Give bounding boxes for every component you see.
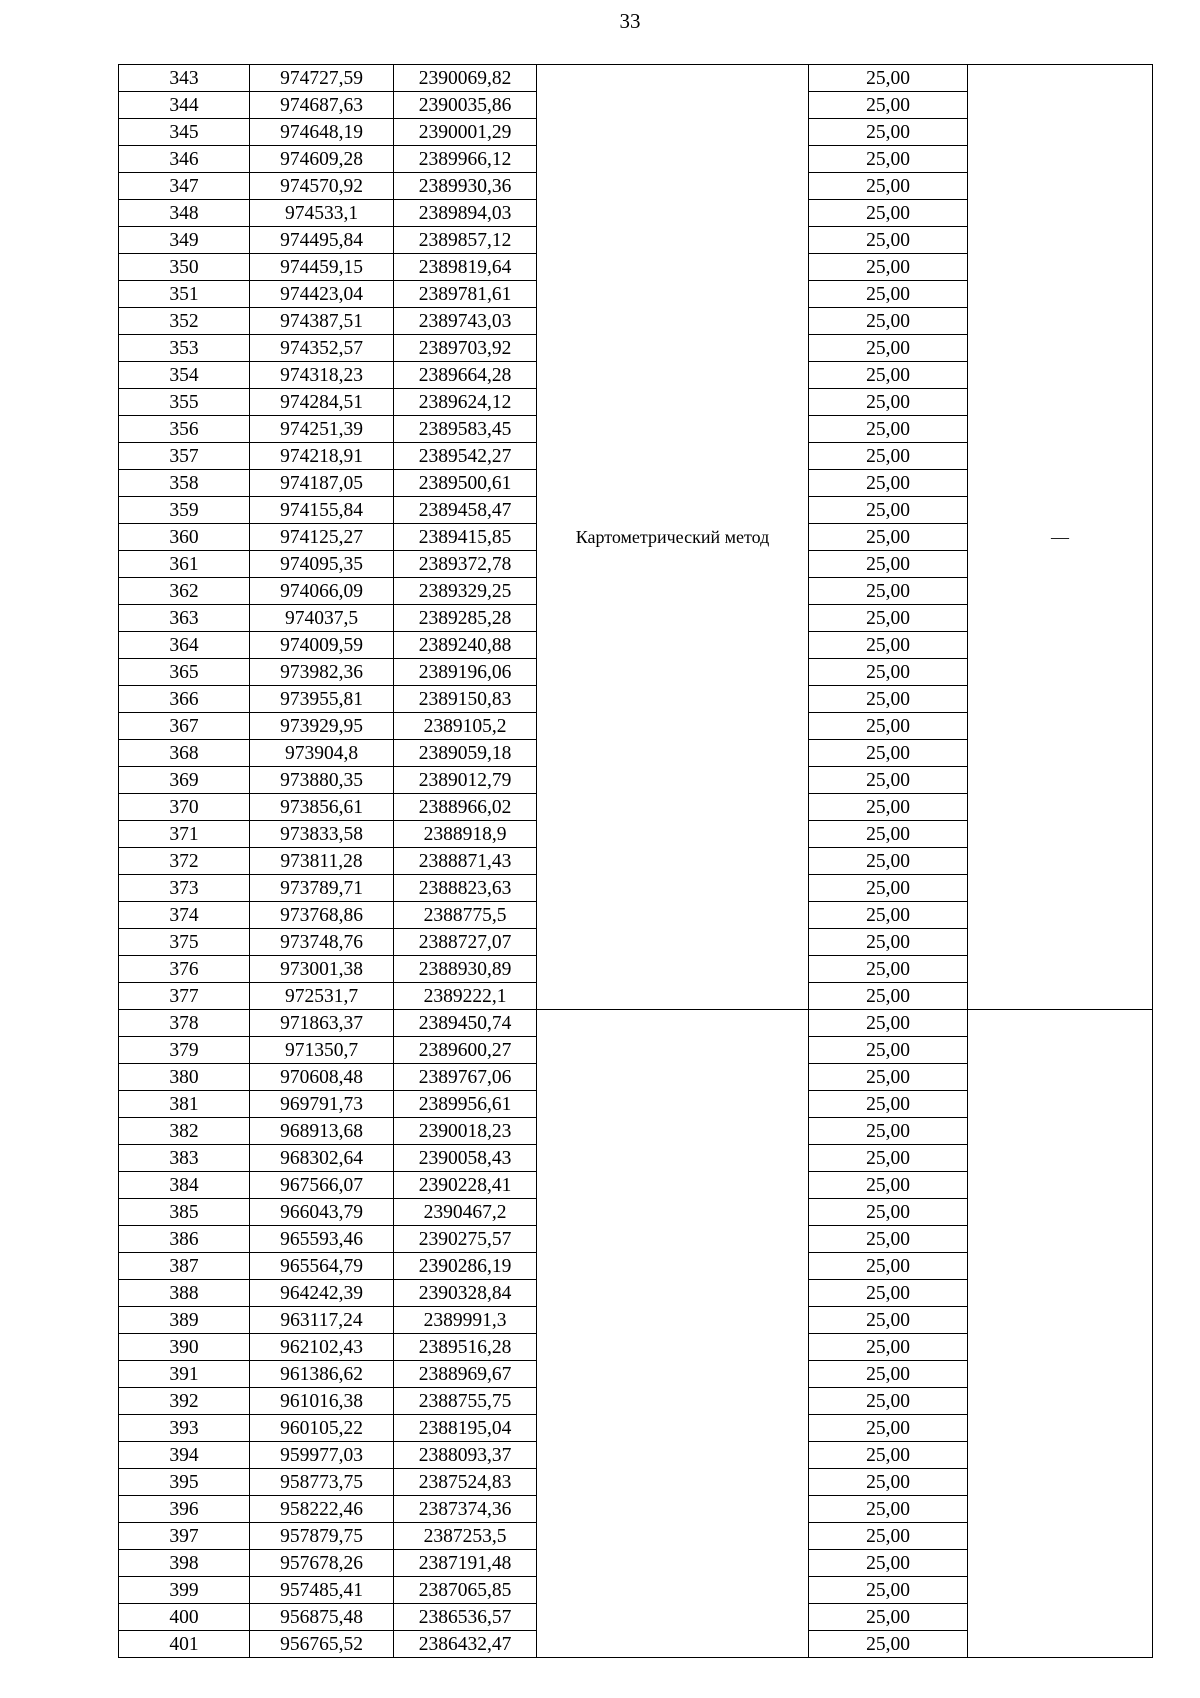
accuracy-cell: 25,00 <box>809 1145 968 1172</box>
accuracy-cell: 25,00 <box>809 821 968 848</box>
point-number-cell: 384 <box>119 1172 250 1199</box>
accuracy-cell: 25,00 <box>809 659 968 686</box>
accuracy-cell: 25,00 <box>809 713 968 740</box>
accuracy-cell: 25,00 <box>809 254 968 281</box>
y-coordinate-cell: 2389105,2 <box>394 713 537 740</box>
y-coordinate-cell: 2389819,64 <box>394 254 537 281</box>
point-number-cell: 385 <box>119 1199 250 1226</box>
y-coordinate-cell: 2389930,36 <box>394 173 537 200</box>
point-number-cell: 400 <box>119 1604 250 1631</box>
y-coordinate-cell: 2389222,1 <box>394 983 537 1010</box>
accuracy-cell: 25,00 <box>809 1469 968 1496</box>
accuracy-cell: 25,00 <box>809 416 968 443</box>
point-number-cell: 346 <box>119 146 250 173</box>
x-coordinate-cell: 974423,04 <box>250 281 394 308</box>
x-coordinate-cell: 973856,61 <box>250 794 394 821</box>
point-number-cell: 401 <box>119 1631 250 1658</box>
x-coordinate-cell: 957485,41 <box>250 1577 394 1604</box>
point-number-cell: 377 <box>119 983 250 1010</box>
point-number-cell: 355 <box>119 389 250 416</box>
x-coordinate-cell: 973811,28 <box>250 848 394 875</box>
accuracy-cell: 25,00 <box>809 362 968 389</box>
point-number-cell: 382 <box>119 1118 250 1145</box>
accuracy-cell: 25,00 <box>809 1091 968 1118</box>
x-coordinate-cell: 974155,84 <box>250 497 394 524</box>
y-coordinate-cell: 2390035,86 <box>394 92 537 119</box>
note-cell: — <box>968 65 1153 1010</box>
accuracy-cell: 25,00 <box>809 281 968 308</box>
x-coordinate-cell: 967566,07 <box>250 1172 394 1199</box>
point-number-cell: 393 <box>119 1415 250 1442</box>
x-coordinate-cell: 973833,58 <box>250 821 394 848</box>
point-number-cell: 357 <box>119 443 250 470</box>
accuracy-cell: 25,00 <box>809 335 968 362</box>
accuracy-cell: 25,00 <box>809 578 968 605</box>
point-number-cell: 395 <box>119 1469 250 1496</box>
x-coordinate-cell: 960105,22 <box>250 1415 394 1442</box>
accuracy-cell: 25,00 <box>809 92 968 119</box>
accuracy-cell: 25,00 <box>809 794 968 821</box>
y-coordinate-cell: 2387524,83 <box>394 1469 537 1496</box>
y-coordinate-cell: 2389150,83 <box>394 686 537 713</box>
y-coordinate-cell: 2389956,61 <box>394 1091 537 1118</box>
point-number-cell: 396 <box>119 1496 250 1523</box>
y-coordinate-cell: 2389743,03 <box>394 308 537 335</box>
x-coordinate-cell: 958222,46 <box>250 1496 394 1523</box>
x-coordinate-cell: 956875,48 <box>250 1604 394 1631</box>
accuracy-cell: 25,00 <box>809 902 968 929</box>
y-coordinate-cell: 2388871,43 <box>394 848 537 875</box>
accuracy-cell: 25,00 <box>809 1172 968 1199</box>
x-coordinate-cell: 957879,75 <box>250 1523 394 1550</box>
x-coordinate-cell: 961386,62 <box>250 1361 394 1388</box>
accuracy-cell: 25,00 <box>809 1226 968 1253</box>
point-number-cell: 381 <box>119 1091 250 1118</box>
x-coordinate-cell: 974187,05 <box>250 470 394 497</box>
point-number-cell: 368 <box>119 740 250 767</box>
y-coordinate-cell: 2389991,3 <box>394 1307 537 1334</box>
y-coordinate-cell: 2388727,07 <box>394 929 537 956</box>
accuracy-cell: 25,00 <box>809 929 968 956</box>
y-coordinate-cell: 2390018,23 <box>394 1118 537 1145</box>
accuracy-cell: 25,00 <box>809 443 968 470</box>
point-number-cell: 349 <box>119 227 250 254</box>
point-number-cell: 356 <box>119 416 250 443</box>
x-coordinate-cell: 965593,46 <box>250 1226 394 1253</box>
point-number-cell: 386 <box>119 1226 250 1253</box>
y-coordinate-cell: 2387191,48 <box>394 1550 537 1577</box>
y-coordinate-cell: 2390001,29 <box>394 119 537 146</box>
x-coordinate-cell: 971863,37 <box>250 1010 394 1037</box>
point-number-cell: 358 <box>119 470 250 497</box>
x-coordinate-cell: 962102,43 <box>250 1334 394 1361</box>
y-coordinate-cell: 2389285,28 <box>394 605 537 632</box>
accuracy-cell: 25,00 <box>809 1037 968 1064</box>
accuracy-cell: 25,00 <box>809 686 968 713</box>
y-coordinate-cell: 2388966,02 <box>394 794 537 821</box>
accuracy-cell: 25,00 <box>809 1307 968 1334</box>
accuracy-cell: 25,00 <box>809 1550 968 1577</box>
point-number-cell: 353 <box>119 335 250 362</box>
point-number-cell: 369 <box>119 767 250 794</box>
point-number-cell: 372 <box>119 848 250 875</box>
point-number-cell: 367 <box>119 713 250 740</box>
accuracy-cell: 25,00 <box>809 1604 968 1631</box>
y-coordinate-cell: 2389600,27 <box>394 1037 537 1064</box>
point-number-cell: 351 <box>119 281 250 308</box>
y-coordinate-cell: 2389664,28 <box>394 362 537 389</box>
x-coordinate-cell: 974066,09 <box>250 578 394 605</box>
accuracy-cell: 25,00 <box>809 632 968 659</box>
accuracy-cell: 25,00 <box>809 389 968 416</box>
y-coordinate-cell: 2389415,85 <box>394 524 537 551</box>
y-coordinate-cell: 2389329,25 <box>394 578 537 605</box>
point-number-cell: 361 <box>119 551 250 578</box>
y-coordinate-cell: 2386432,47 <box>394 1631 537 1658</box>
point-number-cell: 373 <box>119 875 250 902</box>
x-coordinate-cell: 974009,59 <box>250 632 394 659</box>
x-coordinate-cell: 974352,57 <box>250 335 394 362</box>
y-coordinate-cell: 2389372,78 <box>394 551 537 578</box>
point-number-cell: 350 <box>119 254 250 281</box>
accuracy-cell: 25,00 <box>809 605 968 632</box>
y-coordinate-cell: 2390228,41 <box>394 1172 537 1199</box>
y-coordinate-cell: 2390275,57 <box>394 1226 537 1253</box>
x-coordinate-cell: 968913,68 <box>250 1118 394 1145</box>
y-coordinate-cell: 2389500,61 <box>394 470 537 497</box>
x-coordinate-cell: 973768,86 <box>250 902 394 929</box>
x-coordinate-cell: 964242,39 <box>250 1280 394 1307</box>
point-number-cell: 354 <box>119 362 250 389</box>
accuracy-cell: 25,00 <box>809 740 968 767</box>
accuracy-cell: 25,00 <box>809 983 968 1010</box>
x-coordinate-cell: 974533,1 <box>250 200 394 227</box>
y-coordinate-cell: 2388969,67 <box>394 1361 537 1388</box>
y-coordinate-cell: 2387253,5 <box>394 1523 537 1550</box>
y-coordinate-cell: 2389542,27 <box>394 443 537 470</box>
table-row <box>119 65 1153 92</box>
x-coordinate-cell: 974125,27 <box>250 524 394 551</box>
accuracy-cell: 25,00 <box>809 227 968 254</box>
coordinates-table-body <box>119 65 1153 1658</box>
point-number-cell: 379 <box>119 1037 250 1064</box>
y-coordinate-cell: 2389781,61 <box>394 281 537 308</box>
point-number-cell: 380 <box>119 1064 250 1091</box>
x-coordinate-cell: 972531,7 <box>250 983 394 1010</box>
y-coordinate-cell: 2388930,89 <box>394 956 537 983</box>
point-number-cell: 362 <box>119 578 250 605</box>
y-coordinate-cell: 2389012,79 <box>394 767 537 794</box>
y-coordinate-cell: 2390069,82 <box>394 65 537 92</box>
x-coordinate-cell: 974459,15 <box>250 254 394 281</box>
y-coordinate-cell: 2389450,74 <box>394 1010 537 1037</box>
accuracy-cell: 25,00 <box>809 1118 968 1145</box>
accuracy-cell: 25,00 <box>809 1253 968 1280</box>
x-coordinate-cell: 968302,64 <box>250 1145 394 1172</box>
point-number-cell: 387 <box>119 1253 250 1280</box>
x-coordinate-cell: 974284,51 <box>250 389 394 416</box>
point-number-cell: 398 <box>119 1550 250 1577</box>
point-number-cell: 378 <box>119 1010 250 1037</box>
y-coordinate-cell: 2390328,84 <box>394 1280 537 1307</box>
x-coordinate-cell: 959977,03 <box>250 1442 394 1469</box>
x-coordinate-cell: 963117,24 <box>250 1307 394 1334</box>
accuracy-cell: 25,00 <box>809 767 968 794</box>
accuracy-cell: 25,00 <box>809 1577 968 1604</box>
point-number-cell: 370 <box>119 794 250 821</box>
x-coordinate-cell: 974037,5 <box>250 605 394 632</box>
y-coordinate-cell: 2388823,63 <box>394 875 537 902</box>
page-number: 33 <box>619 9 641 33</box>
accuracy-cell: 25,00 <box>809 1334 968 1361</box>
x-coordinate-cell: 958773,75 <box>250 1469 394 1496</box>
x-coordinate-cell: 974687,63 <box>250 92 394 119</box>
accuracy-cell: 25,00 <box>809 875 968 902</box>
x-coordinate-cell: 974570,92 <box>250 173 394 200</box>
table-row <box>119 1010 1153 1037</box>
point-number-cell: 389 <box>119 1307 250 1334</box>
y-coordinate-cell: 2386536,57 <box>394 1604 537 1631</box>
x-coordinate-cell: 974609,28 <box>250 146 394 173</box>
x-coordinate-cell: 974387,51 <box>250 308 394 335</box>
y-coordinate-cell: 2389894,03 <box>394 200 537 227</box>
y-coordinate-cell: 2387374,36 <box>394 1496 537 1523</box>
y-coordinate-cell: 2387065,85 <box>394 1577 537 1604</box>
point-number-cell: 371 <box>119 821 250 848</box>
accuracy-cell: 25,00 <box>809 119 968 146</box>
y-coordinate-cell: 2389240,88 <box>394 632 537 659</box>
point-number-cell: 376 <box>119 956 250 983</box>
y-coordinate-cell: 2389059,18 <box>394 740 537 767</box>
y-coordinate-cell: 2388755,75 <box>394 1388 537 1415</box>
y-coordinate-cell: 2390467,2 <box>394 1199 537 1226</box>
accuracy-cell: 25,00 <box>809 1496 968 1523</box>
y-coordinate-cell: 2389516,28 <box>394 1334 537 1361</box>
x-coordinate-cell: 974495,84 <box>250 227 394 254</box>
accuracy-cell: 25,00 <box>809 1199 968 1226</box>
x-coordinate-cell: 973789,71 <box>250 875 394 902</box>
y-coordinate-cell: 2389767,06 <box>394 1064 537 1091</box>
point-number-cell: 359 <box>119 497 250 524</box>
point-number-cell: 347 <box>119 173 250 200</box>
point-number-cell: 391 <box>119 1361 250 1388</box>
y-coordinate-cell: 2389966,12 <box>394 146 537 173</box>
x-coordinate-cell: 961016,38 <box>250 1388 394 1415</box>
x-coordinate-cell: 974727,59 <box>250 65 394 92</box>
accuracy-cell: 25,00 <box>809 200 968 227</box>
y-coordinate-cell: 2389458,47 <box>394 497 537 524</box>
coordinates-table <box>118 64 1153 1658</box>
x-coordinate-cell: 973982,36 <box>250 659 394 686</box>
y-coordinate-cell: 2390286,19 <box>394 1253 537 1280</box>
y-coordinate-cell: 2389624,12 <box>394 389 537 416</box>
x-coordinate-cell: 974251,39 <box>250 416 394 443</box>
x-coordinate-cell: 973955,81 <box>250 686 394 713</box>
point-number-cell: 397 <box>119 1523 250 1550</box>
accuracy-cell: 25,00 <box>809 1064 968 1091</box>
x-coordinate-cell: 966043,79 <box>250 1199 394 1226</box>
method-cell: Картометрический метод <box>537 65 809 1010</box>
y-coordinate-cell: 2388918,9 <box>394 821 537 848</box>
y-coordinate-cell: 2388775,5 <box>394 902 537 929</box>
accuracy-cell: 25,00 <box>809 173 968 200</box>
note-cell <box>968 1010 1153 1658</box>
accuracy-cell: 25,00 <box>809 497 968 524</box>
accuracy-cell: 25,00 <box>809 146 968 173</box>
point-number-cell: 390 <box>119 1334 250 1361</box>
x-coordinate-cell: 974095,35 <box>250 551 394 578</box>
y-coordinate-cell: 2389857,12 <box>394 227 537 254</box>
y-coordinate-cell: 2389196,06 <box>394 659 537 686</box>
x-coordinate-cell: 971350,7 <box>250 1037 394 1064</box>
x-coordinate-cell: 973001,38 <box>250 956 394 983</box>
x-coordinate-cell: 970608,48 <box>250 1064 394 1091</box>
point-number-cell: 392 <box>119 1388 250 1415</box>
y-coordinate-cell: 2389583,45 <box>394 416 537 443</box>
point-number-cell: 360 <box>119 524 250 551</box>
y-coordinate-cell: 2388195,04 <box>394 1415 537 1442</box>
accuracy-cell: 25,00 <box>809 65 968 92</box>
accuracy-cell: 25,00 <box>809 1388 968 1415</box>
accuracy-cell: 25,00 <box>809 551 968 578</box>
point-number-cell: 343 <box>119 65 250 92</box>
x-coordinate-cell: 957678,26 <box>250 1550 394 1577</box>
point-number-cell: 363 <box>119 605 250 632</box>
point-number-cell: 383 <box>119 1145 250 1172</box>
point-number-cell: 366 <box>119 686 250 713</box>
point-number-cell: 375 <box>119 929 250 956</box>
accuracy-cell: 25,00 <box>809 848 968 875</box>
accuracy-cell: 25,00 <box>809 1631 968 1658</box>
point-number-cell: 394 <box>119 1442 250 1469</box>
x-coordinate-cell: 973748,76 <box>250 929 394 956</box>
point-number-cell: 399 <box>119 1577 250 1604</box>
x-coordinate-cell: 973929,95 <box>250 713 394 740</box>
point-number-cell: 352 <box>119 308 250 335</box>
x-coordinate-cell: 965564,79 <box>250 1253 394 1280</box>
point-number-cell: 344 <box>119 92 250 119</box>
y-coordinate-cell: 2390058,43 <box>394 1145 537 1172</box>
point-number-cell: 345 <box>119 119 250 146</box>
accuracy-cell: 25,00 <box>809 524 968 551</box>
accuracy-cell: 25,00 <box>809 1280 968 1307</box>
accuracy-cell: 25,00 <box>809 1442 968 1469</box>
point-number-cell: 348 <box>119 200 250 227</box>
accuracy-cell: 25,00 <box>809 1523 968 1550</box>
accuracy-cell: 25,00 <box>809 308 968 335</box>
accuracy-cell: 25,00 <box>809 1361 968 1388</box>
method-cell <box>537 1010 809 1658</box>
y-coordinate-cell: 2388093,37 <box>394 1442 537 1469</box>
accuracy-cell: 25,00 <box>809 956 968 983</box>
x-coordinate-cell: 973880,35 <box>250 767 394 794</box>
point-number-cell: 365 <box>119 659 250 686</box>
accuracy-cell: 25,00 <box>809 470 968 497</box>
x-coordinate-cell: 973904,8 <box>250 740 394 767</box>
point-number-cell: 388 <box>119 1280 250 1307</box>
accuracy-cell: 25,00 <box>809 1415 968 1442</box>
x-coordinate-cell: 974218,91 <box>250 443 394 470</box>
point-number-cell: 364 <box>119 632 250 659</box>
x-coordinate-cell: 956765,52 <box>250 1631 394 1658</box>
x-coordinate-cell: 974318,23 <box>250 362 394 389</box>
x-coordinate-cell: 969791,73 <box>250 1091 394 1118</box>
point-number-cell: 374 <box>119 902 250 929</box>
x-coordinate-cell: 974648,19 <box>250 119 394 146</box>
accuracy-cell: 25,00 <box>809 1010 968 1037</box>
y-coordinate-cell: 2389703,92 <box>394 335 537 362</box>
